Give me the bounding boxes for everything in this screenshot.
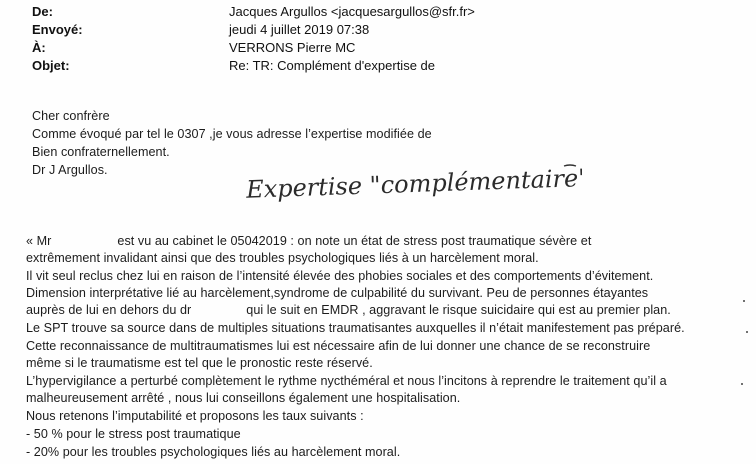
body-line-1-start: « Mr [26,234,52,248]
body-line-9: L’hypervigilance a perturbé complètement le rythme nycthéméral et nous l’incitons à reprendre le traitement qu’il a [26,374,667,388]
handwritten-annotation [242,160,582,204]
body-line-6: Le SPT trouve sa source dans de multiples situations traumatisantes auxquelles il n’était manifestement pas préparé. [26,321,685,335]
body-line-7: Cette reconnaissance de multitraumatismes lui est nécessaire afin de lui donner une chance de se reconstruire [26,339,651,353]
body-line-5-end: qui le suit en EMDR , aggravant le risque suicidaire qui est au premier plan. [246,303,671,317]
closing-line: Bien confraternellement. [32,145,170,159]
sent-value: jeudi 4 juillet 2019 07:38 [229,22,370,37]
from-value: Jacques Argullos <jacquesargullos@sfr.fr> [229,4,475,19]
body-line-8: même si le traumatisme est tel que le pronostic reste réservé. [26,356,373,370]
body-line-10: malheureusement arrêté , nous lui conseillons également une hospitalisation. [26,391,461,405]
body-line-3: Il vit seul reclus chez lui en raison de l’intensité élevée des phobies sociales et des comportements d’évitement. [26,269,654,283]
to-label: À: [32,40,46,55]
body-line-5-start: auprès de lui en dehors du dr [26,303,192,317]
intro-line: Comme évoqué par tel le 0307 ,je vous adresse l’expertise modifiée de [32,127,432,141]
salutation: Cher confrère [32,109,110,123]
to-value: VERRONS Pierre MC [229,40,356,55]
signature-line: Dr J Argullos. [32,163,108,177]
body-line-1 [26,234,591,248]
body-line-4: Dimension interprétative lié au harcèlement,syndrome de culpabilité du survivant. Peu de personnes étayantes [26,286,649,300]
body-line-13: - 20% pour les troubles psychologiques liés au harcèlement moral. [26,445,401,459]
subject-value: Re: TR: Complément d'expertise de [229,58,436,73]
body-line-12: - 50 % pour le stress post traumatique [26,427,241,441]
scan-speck [741,383,743,385]
body-line-1-end: est vu au cabinet le 05042019 : on note un état de stress post traumatique sévère et [117,234,592,248]
scan-speck [746,331,748,333]
from-label: De: [32,4,53,19]
body-line-2: extrêmement invalidant ainsi que des troubles psychologiques liés à un harcèlement moral. [26,251,539,265]
body-line-11: Nous retenons l’imputabilité et proposons les taux suivants : [26,409,364,423]
body-line-5 [26,303,671,317]
subject-label: Objet: [32,58,70,73]
scan-speck [743,300,745,302]
handwritten-annotation-text: Expertise "complémentaire" [245,163,582,204]
sent-label: Envoyé: [32,22,83,37]
handwritten-annotation-graphic [242,160,582,204]
